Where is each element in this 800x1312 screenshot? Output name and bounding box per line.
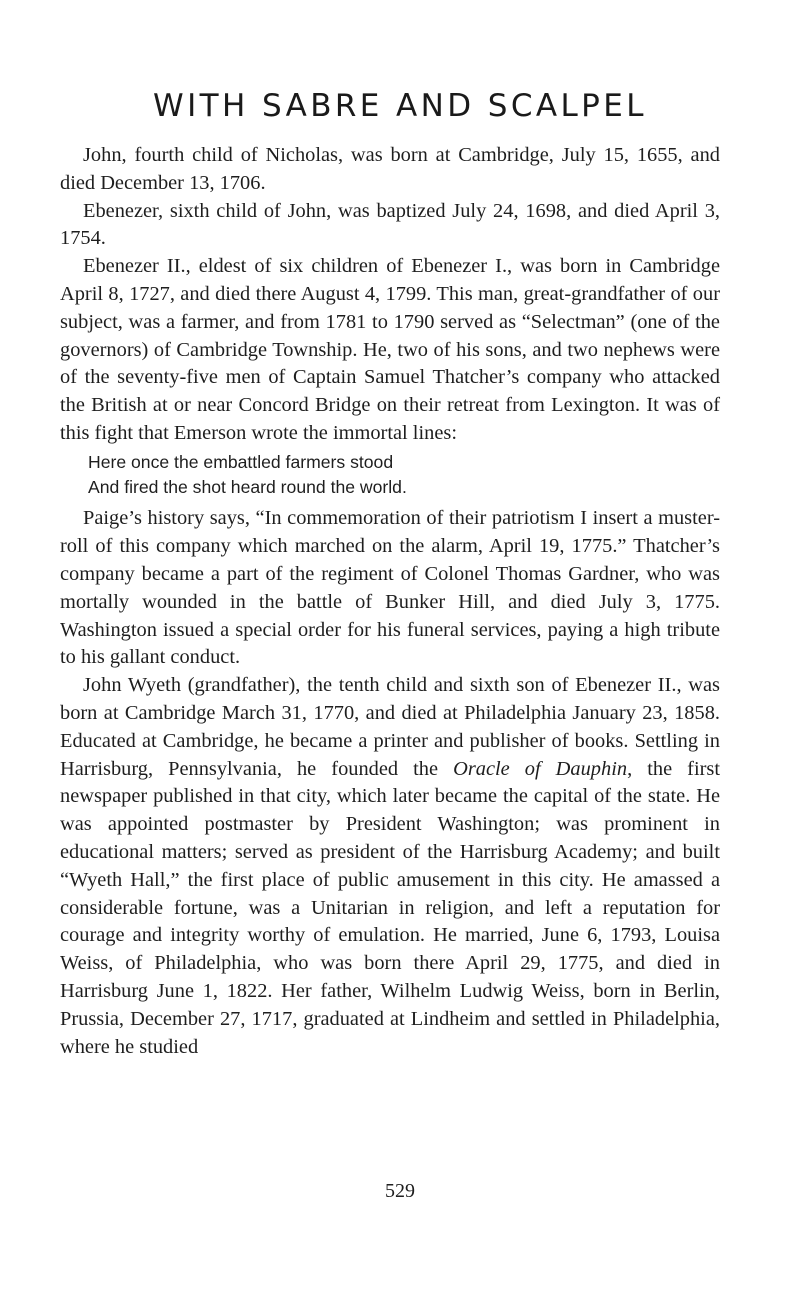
verse-line-1: Here once the embattled farmers stood (88, 451, 394, 472)
body-text (60, 142, 720, 1061)
paragraph-paige-history: Paige’s history says, “In commemoration of their patriotism I insert a muster-roll of this company which marched on the alarm, April 19, 1775.” Thatcher’s company became a part of the regiment of Colonel Thomas Gardner, who was mortally wounded in the battle of Bunker Hill, and died July 3, 1775. Washington issued a special order for his funeral services, paying a high tribute to his gallant conduct. (60, 507, 720, 669)
page-number: 529 (385, 1180, 415, 1202)
wyeth-text-part-2: , the first newspaper published in that city, which later became the capital of the state. He was appointed postmaster by President Washington; was prominent in educational matters; served as president of the Harrisburg Academy; and built “Wyeth Hall,” the first place of public amusement in this city. He amassed a considerable fortune, was a Unitarian in religion, and left a reputation for courage and integrity worthy of emulation. He married, June 6, 1793, Louisa Weiss, of Philadelphia, who was born there April 29, 1775, and died in Harrisburg June 1, 1822. Her father, Wilhelm Ludwig Weiss, born in Berlin, Prussia, December 27, 1717, graduated at Lindheim and settled in Philadelphia, where he studied (60, 757, 721, 1058)
paragraph-ebenezer-ii: Ebenezer II., eldest of six children of Ebenezer I., was born in Cambridge April 8, 1727, and died there August 4, 1799. This man, great-grandfather of our subject, was a farmer, and from 1781 to 1790 served as “Selectman” (one of the governors) of Cambridge Township. He, two of his sons, and two nephews were of the seventy-five men of Captain Samuel Thatcher’s company who attacked the British at or near Concord Bridge on their retreat from Lexington. It was of this fight that Emerson wrote the immortal lines: (60, 255, 720, 444)
verse-line-2: And fired the shot heard round the world. (88, 476, 407, 497)
running-head: WITH SABRE AND SCALPEL (153, 88, 647, 124)
verse-quotation (60, 450, 720, 500)
wyeth-text-part-1: John Wyeth (grandfather), the tenth child and sixth son of Ebenezer II., was born at Cambridge March 31, 1770, and died at Philadelphia January 23, 1858. Educated at Cambridge, he became a printer and publisher of books. Settling in Harrisburg, Pennsylvania, he founded the (60, 674, 720, 780)
paragraph-john-wyeth (60, 672, 720, 1061)
paragraph-ebenezer-sixth-child: Ebenezer, sixth child of John, was baptized July 24, 1698, and died April 3, 1754. (60, 199, 720, 250)
newspaper-title: Oracle of Dauphin (453, 757, 628, 780)
paragraph-john-fourth-child: John, fourth child of Nicholas, was born at Cambridge, July 15, 1655, and died December 13, 1706. (60, 144, 720, 194)
